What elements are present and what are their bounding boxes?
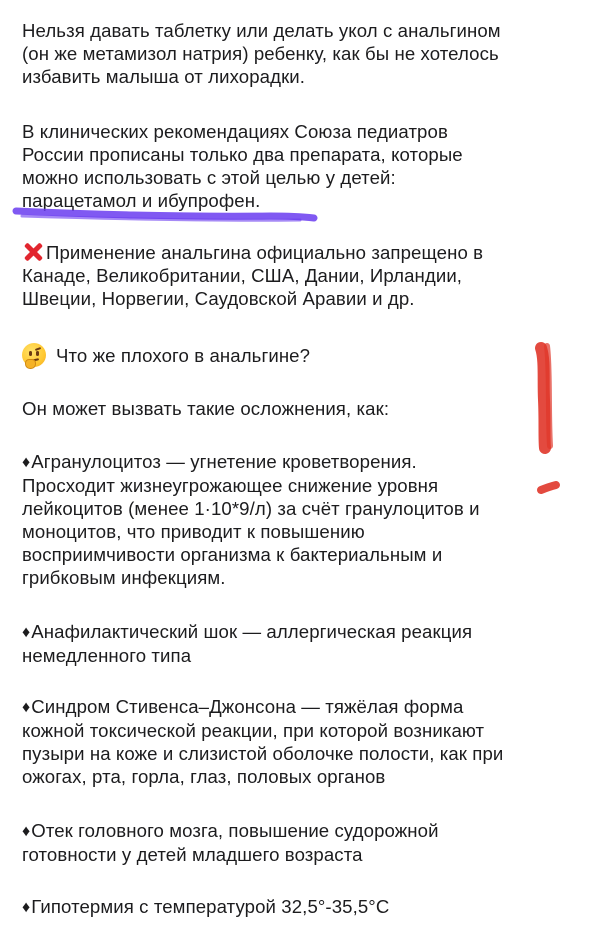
text-line	[22, 620, 582, 644]
paragraph-question	[22, 343, 582, 367]
diamond-bullet-icon: ♦	[22, 454, 31, 471]
diamond-bullet-icon: ♦	[22, 823, 31, 840]
paragraph-ban	[22, 241, 582, 310]
complication-stevens-johnson	[22, 695, 582, 788]
text-line: моноцитов, что приводит к повышению	[22, 521, 365, 542]
text-line: Просходит жизнеугрожающее снижение уровня	[22, 475, 439, 496]
paragraph-intro	[22, 19, 582, 88]
text-fragment: Анафилактический шок — аллергическая реакция	[31, 621, 473, 642]
highlighted-text-line: парацетамол и ибупрофен.	[22, 190, 261, 211]
text-line	[22, 343, 582, 367]
question-text: Что же плохого в анальгине?	[56, 345, 311, 366]
text-line: (он же метамизол натрия) ребенку, как бы не хотелось	[22, 43, 499, 64]
text-line: кожной токсической реакции, при которой возникают	[22, 720, 485, 741]
complication-agranulocytosis	[22, 450, 582, 589]
text-line: лейкоцитов (менее 1·10*9/л) за счёт гранулоцитов и	[22, 498, 480, 519]
text-line: В клинических рекомендациях Союза педиатров	[22, 121, 448, 142]
paragraph-recommendations	[22, 120, 582, 212]
thinking-face-icon	[22, 343, 46, 367]
diamond-bullet-icon: ♦	[22, 624, 31, 641]
text-fragment: Отек головного мозга, повышение судорожной	[31, 820, 439, 841]
text-line	[22, 819, 582, 843]
text-line: Он может вызвать такие осложнения, как:	[22, 398, 390, 419]
text-line: Швеции, Норвегии, Саудовской Аравии и др.	[22, 288, 415, 309]
text-fragment: Гипотермия с температурой 32,5°-35,5°С	[31, 896, 390, 917]
text-line	[22, 695, 582, 719]
text-line: пузыри на коже и слизистой оболочке полости, как при	[22, 743, 504, 764]
text-line	[22, 450, 582, 474]
text-line: готовности у детей младшего возраста	[22, 844, 363, 865]
text-line: немедленного типа	[22, 645, 192, 666]
text-line: грибковым инфекциям.	[22, 567, 226, 588]
cross-mark-icon	[22, 241, 44, 263]
text-line: ожогах, рта, горла, глаз, половых органов	[22, 766, 386, 787]
purple-underline-stroke	[22, 216, 300, 220]
text-line: избавить малыша от лихорадки.	[22, 66, 306, 87]
complication-hypothermia	[22, 895, 582, 919]
complication-anaphylaxis	[22, 620, 582, 667]
text-fragment: Применение анальгина официально запрещено в	[46, 242, 484, 263]
text-fragment: Синдром Стивенса–Джонсона — тяжёлая форма	[31, 696, 464, 717]
text-line: Канаде, Великобритании, США, Дании, Ирландии,	[22, 265, 463, 286]
complication-cerebral-edema	[22, 819, 582, 866]
purple-underline-stroke	[16, 211, 314, 218]
text-line: можно использовать с этой целью у детей:	[22, 167, 396, 188]
text-line: восприимчивости организма к бактериальным и	[22, 544, 443, 565]
diamond-bullet-icon: ♦	[22, 699, 31, 716]
text-line	[22, 241, 582, 264]
text-line: России прописаны только два препарата, которые	[22, 144, 463, 165]
paragraph-complications-intro	[22, 397, 582, 420]
text-line	[22, 895, 582, 919]
diamond-bullet-icon: ♦	[22, 899, 31, 916]
text-line: Нельзя давать таблетку или делать укол с анальгином	[22, 20, 501, 41]
text-fragment: Агранулоцитоз — угнетение кроветворения.	[31, 451, 417, 472]
